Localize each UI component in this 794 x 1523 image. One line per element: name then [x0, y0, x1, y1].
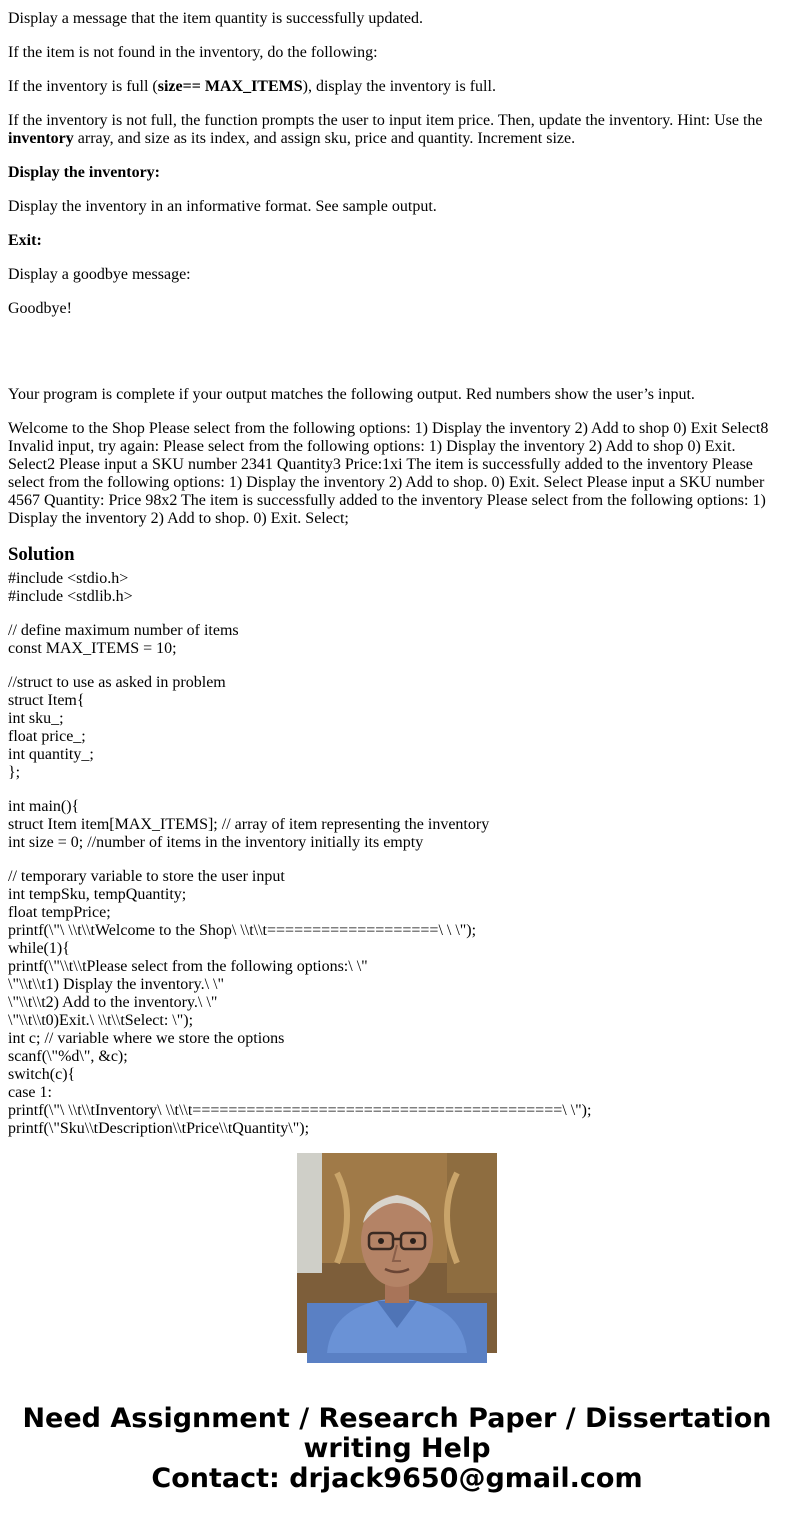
avatar-photo [297, 1153, 497, 1353]
paragraph-display-inventory: Display the inventory in an informative format. See sample output. [8, 198, 437, 215]
code-block: #include <stdio.h> #include <stdlib.h> [8, 570, 133, 605]
paragraph-inventory-not-full: If the inventory is not full, the function prompts the user to input item price. Then, update the inventory. Hint: Use the inventory array, and size as its index, and assign sku, price and quantity. Increment size. [8, 112, 763, 147]
heading-exit: Exit: [8, 232, 42, 249]
paragraph-update-message: Display a message that the item quantity is successfully updated. [8, 10, 424, 27]
assignment-help-banner [0, 1404, 794, 1494]
bold-inventory: inventory [8, 130, 74, 147]
banner-line-1: Need Assignment / Research Paper / Dissertation [22, 1403, 772, 1434]
banner-line-2: writing Help [303, 1433, 491, 1464]
banner-contact-line: Contact: drjack9650@gmail.com [151, 1463, 643, 1494]
solution-code [8, 570, 776, 1137]
paragraph-inventory-full: If the inventory is full (size== MAX_ITEMS), display the inventory is full. [8, 78, 496, 95]
paragraph-sample-output: Welcome to the Shop Please select from the following options: 1) Display the inventory 2) Add to shop 0) Exit Select8 Invalid input, try again: Please select from the following options: 1) Display the inventory 2) Add to shop 0) Exit. Select2 Please input a SKU number 2341 Quantity3 Price:1xi The item is successfully added to the inventory Please select from the following options: 1) Display the inventory 2) Add to shop. 0) Exit. Select Please input a SKU number 4567 Quantity: Price 98x2 The item is successfully added to the inventory Please select from the following options: 1) Display the inventory 2) Add to shop. 0) Exit. Select; [8, 420, 769, 527]
paragraph-program-complete: Your program is complete if your output matches the following output. Red numbers show the user’s input. [8, 386, 695, 403]
paragraph-goodbye-message: Display a goodbye message: [8, 266, 191, 283]
paragraph-goodbye: Goodbye! [8, 300, 72, 317]
document-body [8, 10, 776, 584]
solution-heading: Solution [8, 544, 75, 565]
heading-display-inventory: Display the inventory: [8, 164, 160, 181]
code-block: // temporary variable to store the user input int tempSku, tempQuantity; float tempPrice; printf(\"\ \\t\\tWelcome to the Shop\ \\t\\t===================\ \ \"); while(1){ printf(\"\\t\\tPlease select from the following options:\ \" \"\\t\\t1) Display the inventory.\ \" \"\\t\\t2) Add to the inventory.\ \" \"\\t\\t0)Exit.\ \\t\\tSelect: \"); int c; // variable where we store the options scanf(\"%d\", &c); switch(c){ case 1: printf(\"\ \\t\\tInventory\ \\t\\t=========================================\ \"); printf(\"Sku\\tDescription\\tPrice\\tQuantity\"); [8, 868, 592, 1137]
author-avatar [297, 1153, 497, 1353]
code-block: int main(){ struct Item item[MAX_ITEMS]; // array of item representing the inventory int size = 0; //number of items in the inventory initially its empty [8, 798, 490, 851]
code-block: // define maximum number of items const MAX_ITEMS = 10; [8, 622, 239, 657]
blank-spacer [8, 334, 776, 352]
bold-size-max-items: size== MAX_ITEMS [157, 78, 303, 95]
paragraph-item-not-found: If the item is not found in the inventory, do the following: [8, 44, 378, 61]
code-block: //struct to use as asked in problem struct Item{ int sku_; float price_; int quantity_; }; [8, 674, 226, 781]
